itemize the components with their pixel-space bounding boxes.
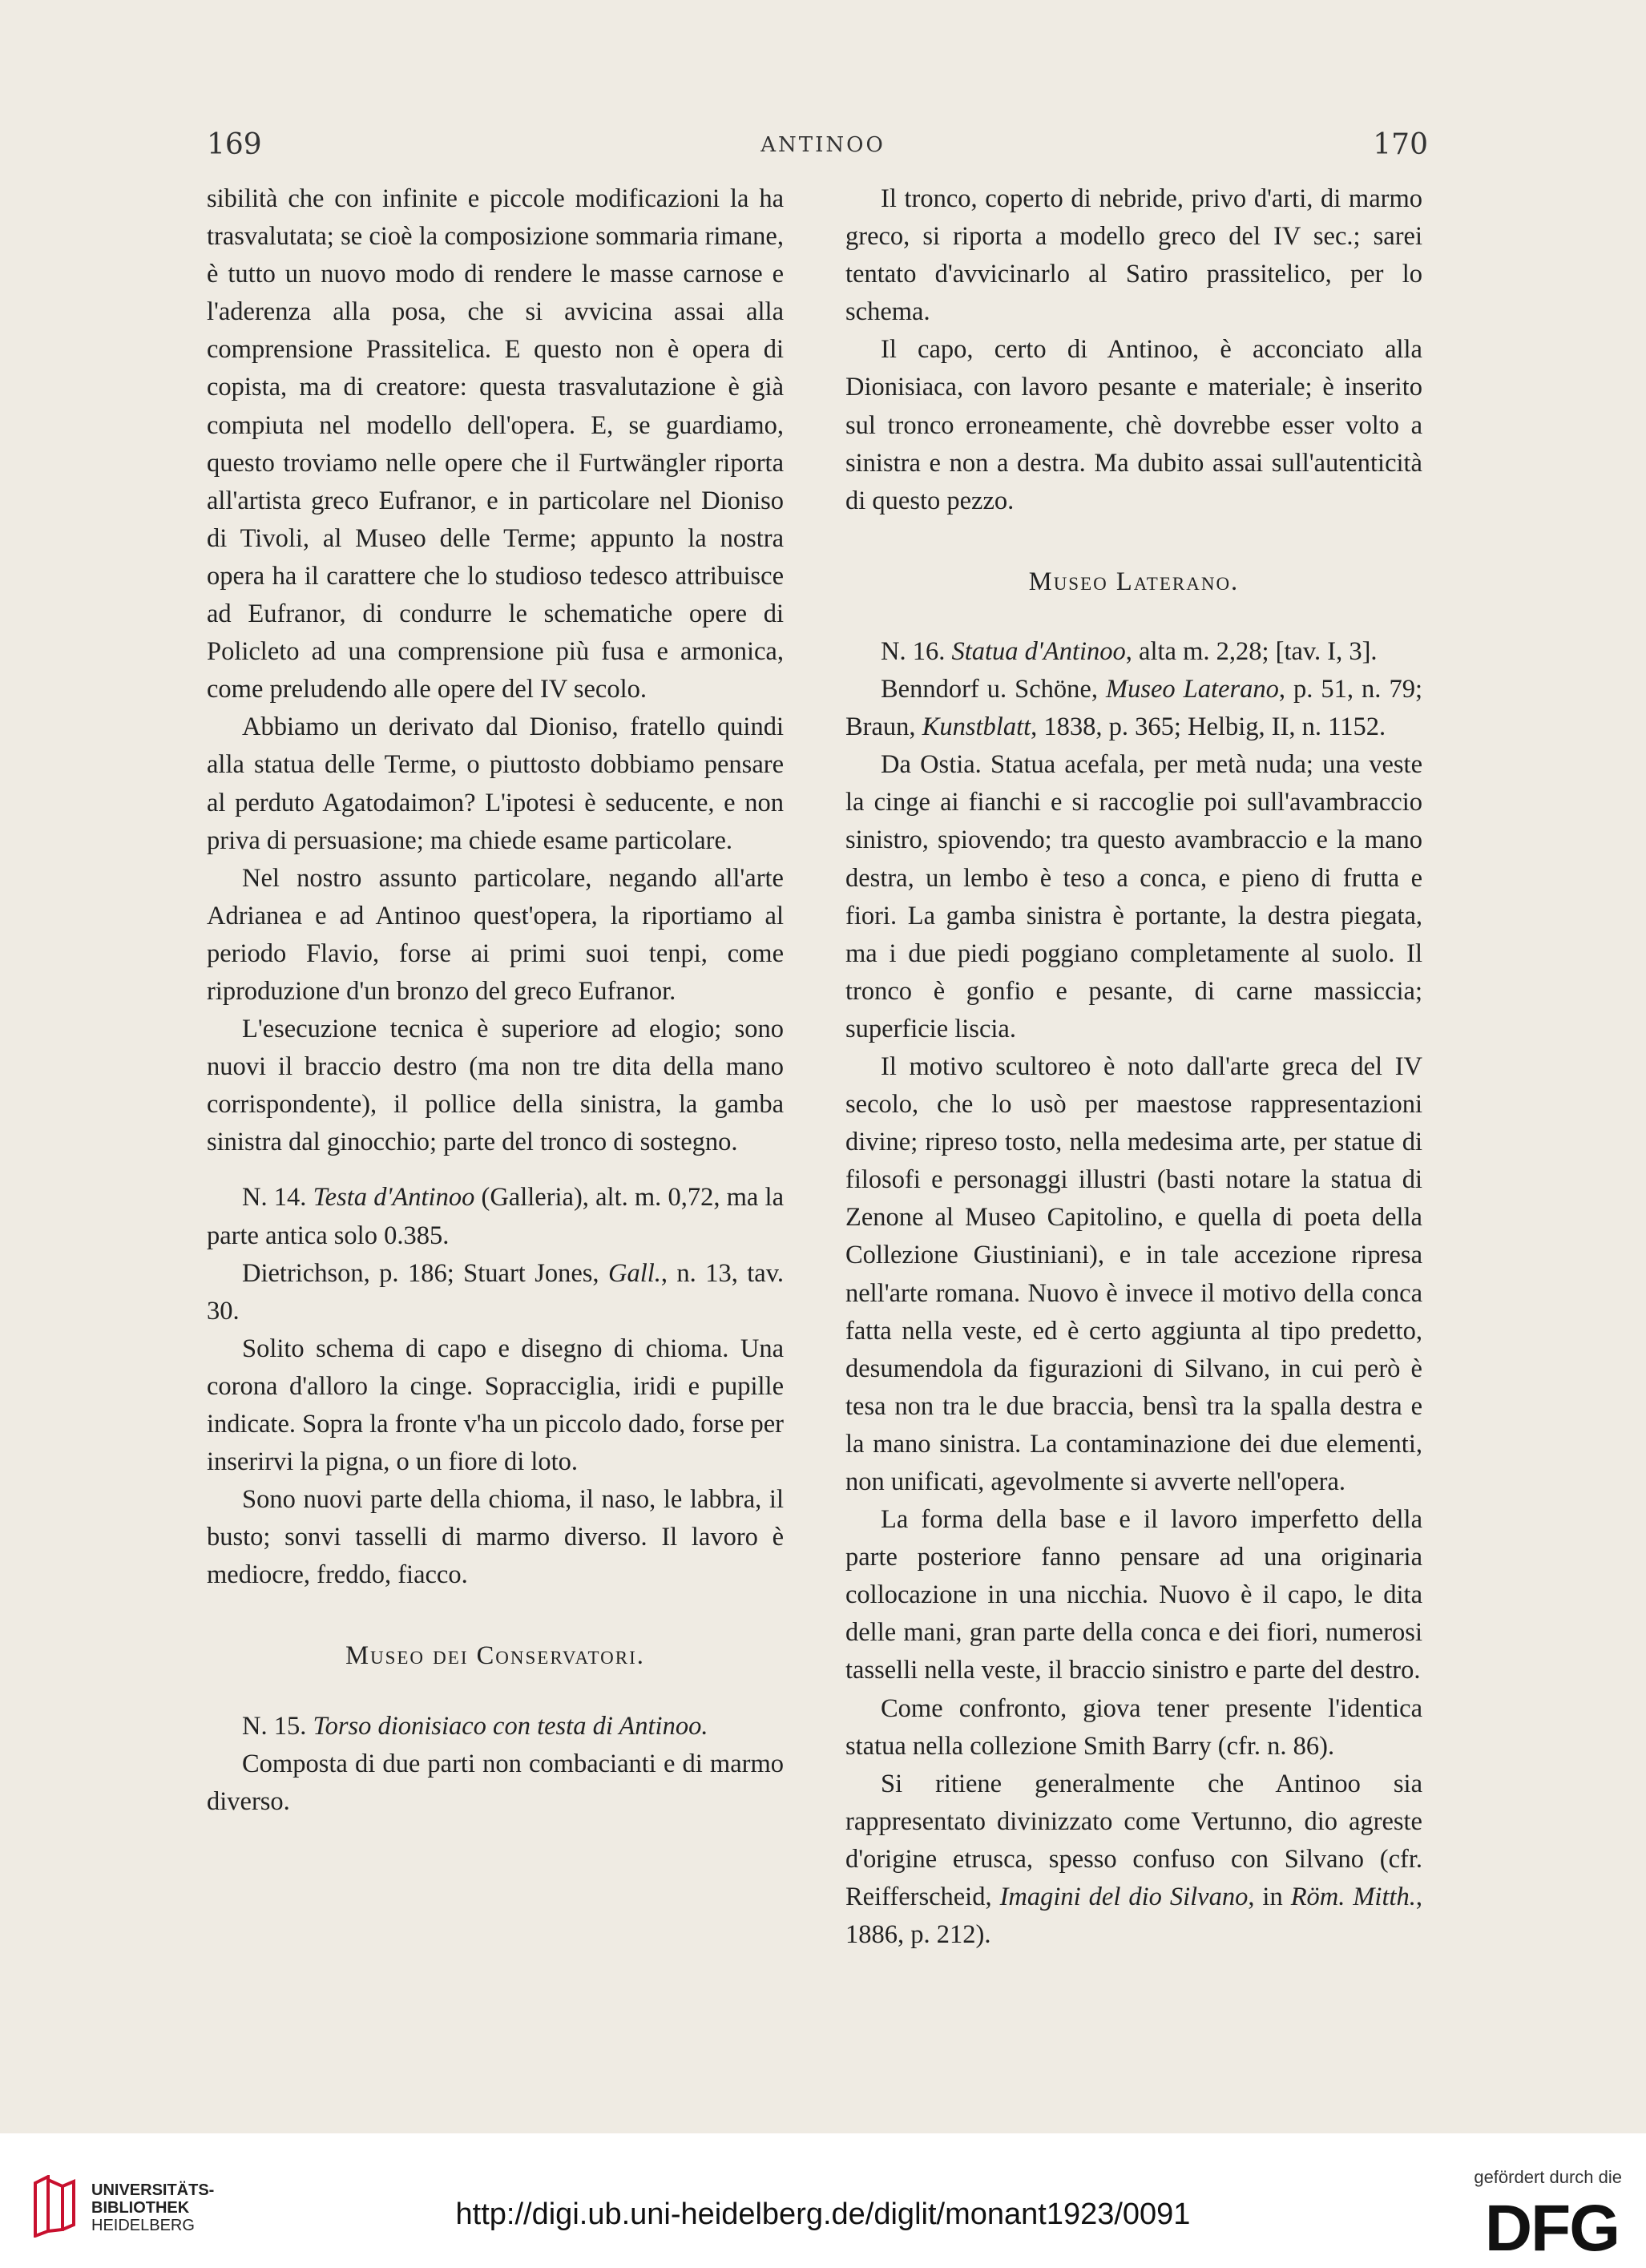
- page-number-left: 169: [207, 128, 262, 161]
- running-title: ANTINOO: [760, 133, 886, 157]
- paragraph: Il motivo scultoreo è noto dall'arte greca del IV secolo, che lo usò per maestose rappresentazioni divine; ripreso tosto, nella medesima arte, per statue di filosofi e personaggi illustri (basti notare la statua di Zenone al Museo Capitolino, e quella di poeta della Collezione Giustiniani), e in tale accezione ripresa nell'arte romana. Nuovo è invece il motivo della conca fatta nella veste, ed è certo aggiunta al tipo predetto, desumendola da figurazioni di Silvano, in cui però è tesa non tra le due braccia, bensì tra la spalla destra e la mano sinistra. La contaminazione dei due elementi, non unificati, agevolmente si avverte nell'opera.: [845, 1051, 1422, 1496]
- paragraph: Composta di due parti non combacianti e di marmo diverso.: [207, 1749, 784, 1816]
- paragraph: Si ritiene generalmente che Antinoo sia rappresentato divinizzato come Vertunno, dio agreste d'origine etrusca, spesso confuso con Silvano (cfr. Reifferscheid, Imagini del dio Silvano, in Röm. Mitth., 1886, p. 212).: [845, 1769, 1423, 1950]
- catalog-entry-n15: N. 15. Torso dionisiaco con testa di Antinoo.: [242, 1711, 708, 1741]
- right-column: [845, 180, 1422, 1954]
- paragraph: L'esecuzione tecnica è superiore ad elogio; sono nuovi il braccio destro (ma non tre dita della mano corrispondente), il pollice della sinistra, la gamba sinistra dal ginocchio; parte del tronco di sostegno.: [207, 1015, 784, 1157]
- funding-note: gefördert durch die: [1474, 2167, 1622, 2187]
- paragraph: Il tronco, coperto di nebride, privo d'arti, di marmo greco, si riporta a modello greco del IV sec.; sarei tentato d'avvicinarlo al Satiro prassitelico, per lo schema.: [845, 184, 1422, 327]
- paragraph: Il capo, certo di Antinoo, è acconciato alla Dionisiaca, con lavoro pesante e materiale; è inserito sul tronco erroneamente, chè dovrebbe esser volto a sinistra e non a destra. Ma dubito assai sull'autenticità di questo pezzo.: [845, 335, 1422, 515]
- entry-title: Torso dionisiaco con testa di Antinoo.: [313, 1711, 708, 1741]
- bibliography: Dietrichson, p. 186; Stuart Jones, Gall., n. 13, tav. 30.: [207, 1258, 784, 1326]
- paragraph: Abbiamo un derivato dal Dioniso, fratello quindi alla statua delle Terme, o piuttosto dobbiamo pensare al perduto Agatodaimon? L'ipotesi è seducente, e non priva di persuasione; ma chiede esame particolare.: [207, 712, 784, 855]
- paragraph: Solito schema di capo e disegno di chioma. Una corona d'alloro la cinge. Sopracciglia, iridi e pupille indicate. Sopra la fronte v'ha un piccolo dado, forse per inserirvi la pigna, o un fiore di loto.: [207, 1334, 784, 1477]
- paragraph: Nel nostro assunto particolare, negando all'arte Adrianea e ad Antinoo quest'opera, la riportiamo al periodo Flavio, forse ai primi suoi tenpi, come riproduzione d'un bronzo del greco Eufranor.: [207, 863, 784, 1006]
- bibliography: Benndorf u. Schöne, Museo Laterano, p. 51, n. 79; Braun, Kunstblatt, 1838, p. 365; Helbig, II, n. 1152.: [845, 675, 1422, 742]
- paragraph: Sono nuovi parte della chioma, il naso, le labbra, il busto; sonvi tasselli di marmo diverso. Il lavoro è mediocre, freddo, fiacco.: [207, 1485, 784, 1590]
- permalink-url[interactable]: http://digi.ub.uni-heidelberg.de/diglit/monant1923/0091: [455, 2197, 1191, 2231]
- paragraph: Da Ostia. Statua acefala, per metà nuda; una veste la cinge ai fianchi e si raccoglie poi sull'avambraccio sinistro, spiovendo; tra questo avambraccio e la mano destra, un lembo è teso a conca, e pieno di frutta e fiori. La gamba sinistra è portante, la destra piegata, ma i due piedi poggiano completamente al suolo. Il tronco è gonfio e pesante, di carne massiccia; superficie liscia.: [845, 750, 1422, 1043]
- section-heading: Museo dei Conservatori.: [345, 1641, 645, 1671]
- page-number-right: 170: [1373, 128, 1428, 161]
- paragraph: La forma della base e il lavoro imperfetto della parte posteriore fanno pensare ad una originaria collocazione in una nicchia. Nuovo è il capo, le dita delle mani, gran parte della conca e dei fiori, numerosi tasselli nella veste, il braccio sinistro e parte del destro.: [845, 1505, 1422, 1685]
- left-column: [207, 180, 784, 1821]
- paragraph: sibilità che con infinite e piccole modificazioni la ha trasvalutata; se cioè la composizione sommaria rimane, è tutto un nuovo modo di rendere le masse carnose e l'aderenza alla posa, che si avvicina assai alla comprensione Prassitelica. E questo non è opera di copista, ma di creatore: questa trasvalutazione è già compiuta nel modello dell'opera. E, se guardiamo, questo troviamo nelle opere che il Furtwängler riporta all'artista greco Eufranor, e in particolare nel Dioniso di Tivoli, al Museo delle Terme; appunto la nostra opera ha il carattere che lo studioso tedesco attribuisce ad Eufranor, di condurre le schematiche opere di Policleto ad una comprensione più fusa e armonica, come preludendo alle opere del IV secolo.: [207, 184, 784, 704]
- entry-title: Statua d'Antinoo: [951, 636, 1126, 666]
- dfg-logo: DFG: [1484, 2192, 1619, 2265]
- catalog-entry-n16: N. 16. Statua d'Antinoo, alta m. 2,28; [tav. I, 3].: [881, 636, 1378, 666]
- running-head: [0, 128, 1646, 168]
- entry-title: Testa d'Antinoo: [313, 1183, 475, 1213]
- footer-bar: [0, 2133, 1646, 2268]
- library-name: UNIVERSITÄTS- BIBLIOTHEK HEIDELBERG: [91, 2181, 215, 2234]
- paragraph: Come confronto, giova tener presente l'identica statua nella collezione Smith Barry (cfr. n. 86).: [845, 1693, 1422, 1761]
- catalog-entry-n14: N. 14. Testa d'Antinoo (Galleria), alt. m. 0,72, ma la parte antica solo 0.385.: [207, 1183, 784, 1250]
- section-heading: Museo Laterano.: [1028, 567, 1240, 596]
- entry-number: N. 14.: [242, 1183, 307, 1213]
